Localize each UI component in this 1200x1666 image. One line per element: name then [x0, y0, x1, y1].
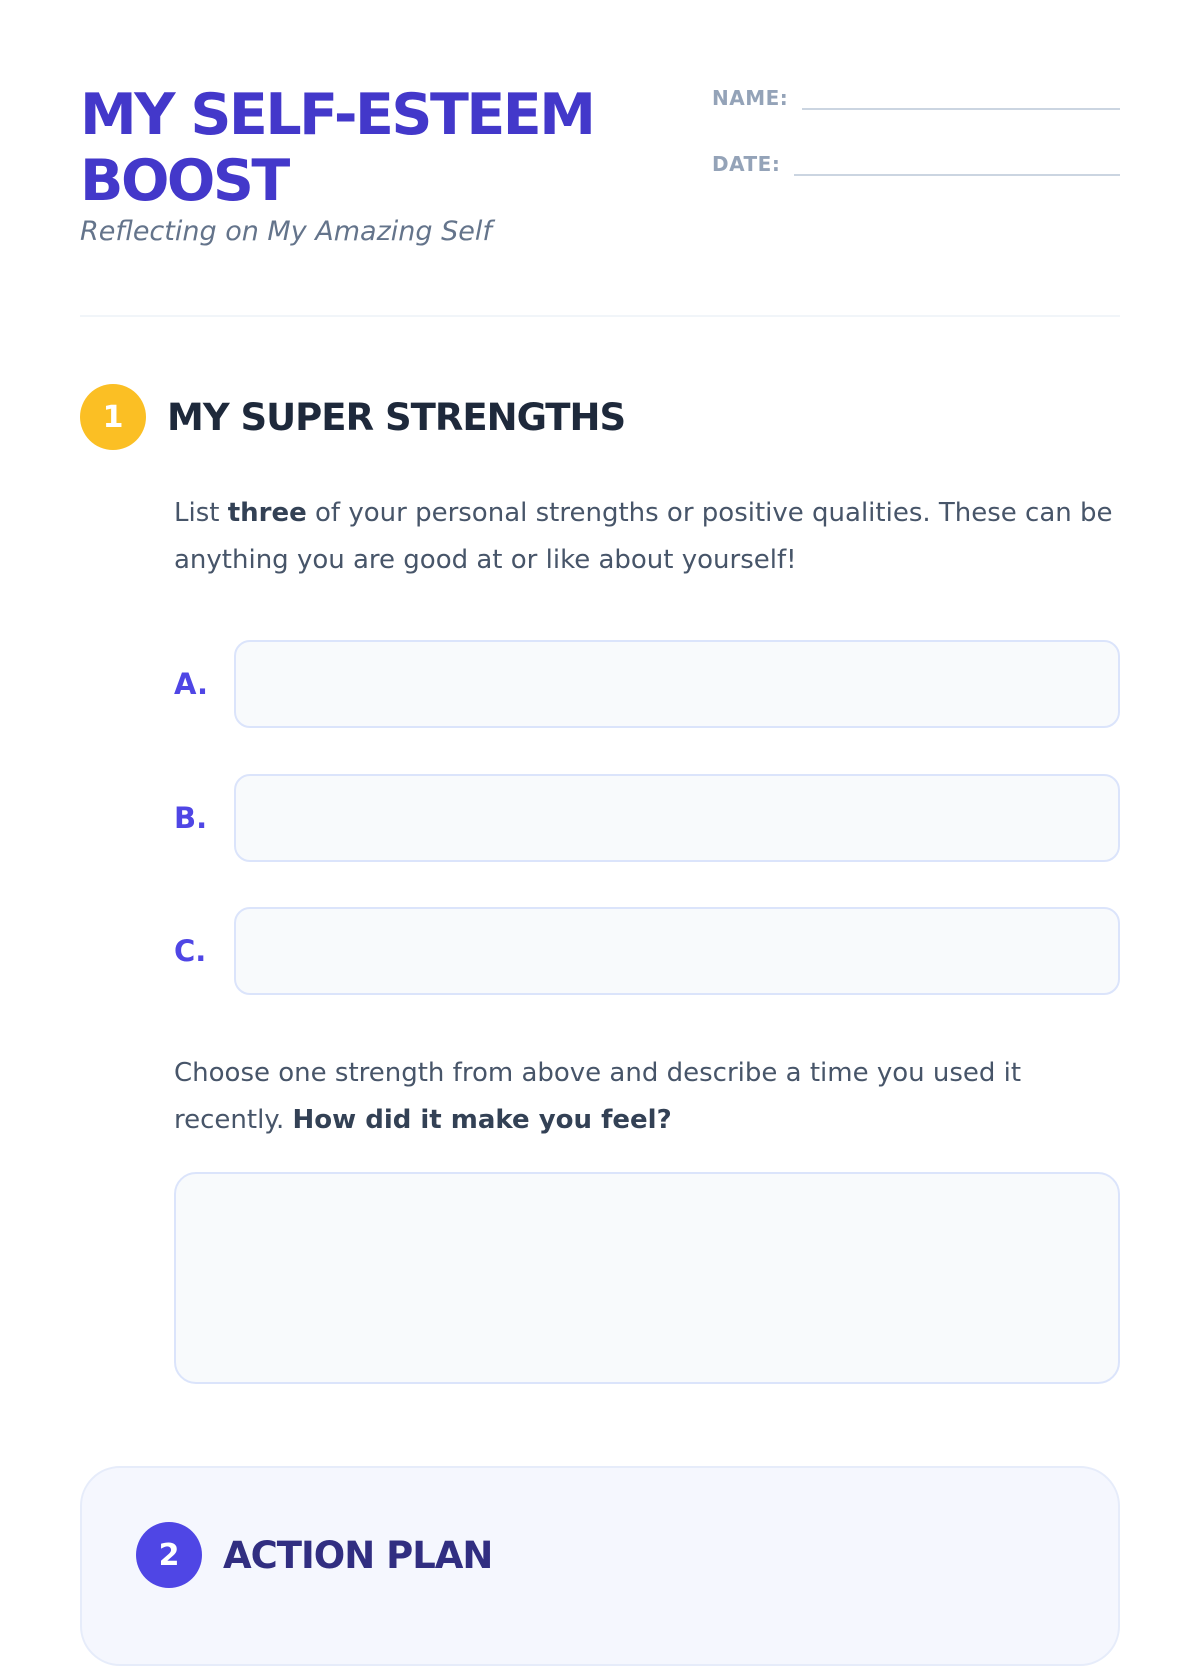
strength-letter-a: A.: [174, 667, 208, 701]
date-field-row: [712, 152, 1120, 176]
section-1-title: MY SUPER STRENGTHS: [167, 395, 626, 439]
worksheet-header: [80, 80, 1120, 280]
date-label: DATE:: [712, 152, 781, 176]
strength-letter-c: C.: [174, 934, 207, 968]
section-2-title: ACTION PLAN: [223, 1533, 493, 1577]
reflection-prompt-text: Choose one strength from above and describe a time you used it recently.: [174, 1058, 1022, 1135]
reflection-prompt: [174, 1050, 1120, 1144]
section-1-heading: [80, 384, 625, 450]
strength-input-b[interactable]: [234, 774, 1120, 862]
name-field-row: [712, 86, 1120, 110]
date-line[interactable]: [794, 174, 1120, 176]
strength-input-a[interactable]: [234, 640, 1120, 728]
name-label: NAME:: [712, 86, 789, 110]
reflection-textarea[interactable]: [174, 1172, 1120, 1384]
section-2-number-badge: 2: [136, 1522, 202, 1588]
instruction-emphasis: three: [227, 498, 307, 528]
page-subtitle: Reflecting on My Amazing Self: [80, 216, 492, 247]
page-title: MY SELF-ESTEEM BOOST: [80, 82, 594, 214]
strength-row-c: [174, 905, 1120, 997]
strength-row-b: [174, 772, 1120, 864]
worksheet-page: [80, 0, 1120, 1600]
section-1-number-badge: 1: [80, 384, 146, 450]
strengths-instructions: [174, 490, 1120, 584]
strength-letter-b: B.: [174, 801, 208, 835]
instruction-text-start: List: [174, 498, 228, 528]
strength-row-a: [174, 638, 1120, 730]
section-2-heading: [136, 1522, 492, 1588]
strength-input-c[interactable]: [234, 907, 1120, 995]
reflection-prompt-question: How did it make you feel?: [292, 1105, 672, 1135]
header-divider: [80, 315, 1120, 317]
name-line[interactable]: [802, 108, 1120, 110]
instruction-text-end: of your personal strengths or positive qualities. These can be anything you are good at or like about yourself!: [174, 498, 1113, 575]
action-plan-card: [80, 1466, 1120, 1666]
